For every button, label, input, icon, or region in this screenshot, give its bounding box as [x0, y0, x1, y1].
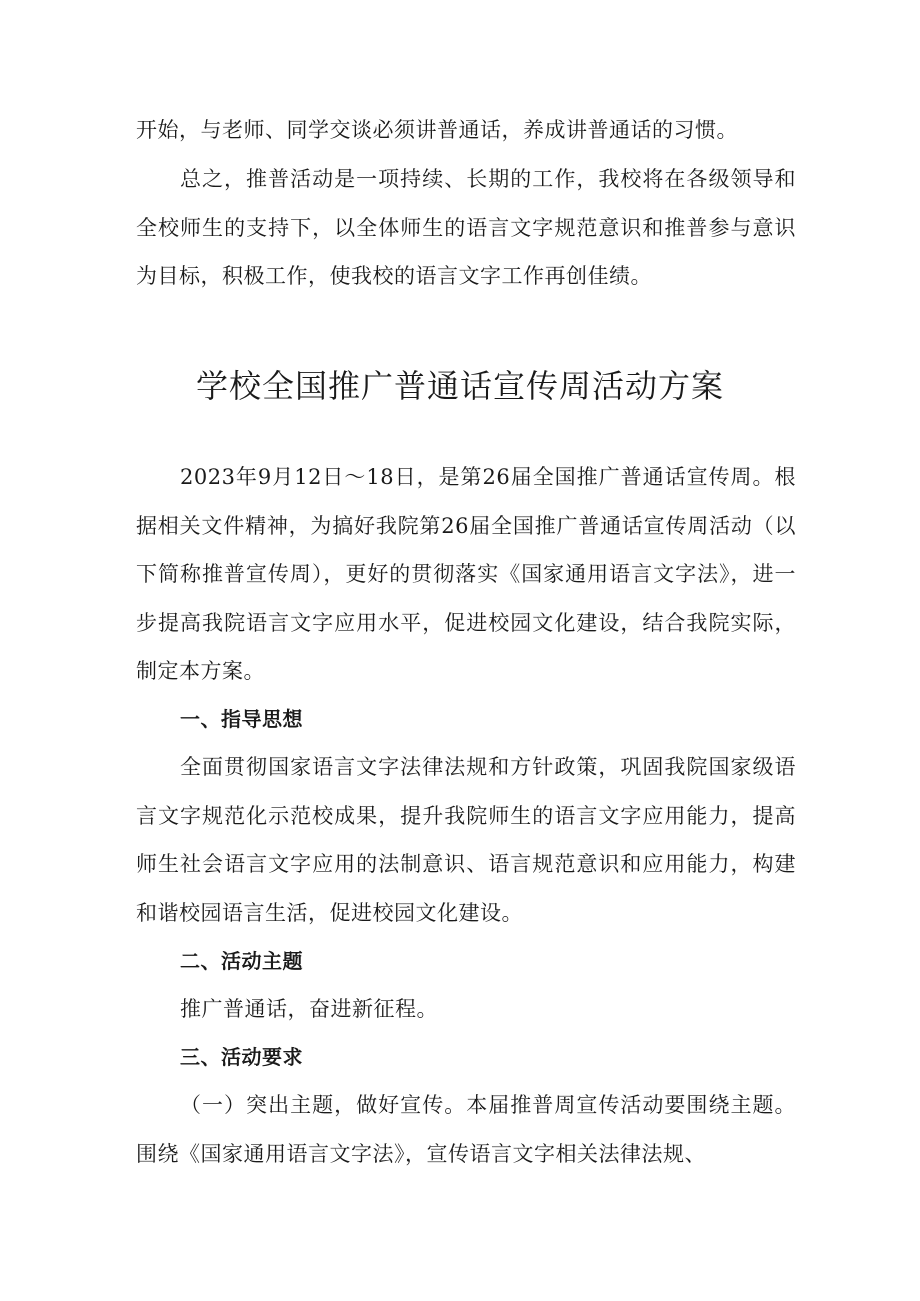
conclusion-paragraph: 总之，推普活动是一项持续、长期的工作，我校将在各级领导和全校师生的支持下，以全体师生的语言文字规范意识和推普参与意识为目标，积极工作，使我校的语言文字工作再创佳绩。	[136, 167, 796, 288]
intro-paragraph: 2023年9月12日～18日，是第26届全国推广普通话宣传周。根据相关文件精神，为搞好我院第26届全国推广普通话宣传周活动（以下简称推普宣传周），更好的贯彻落实《国家通用语言文字法》，进一步提高我院语言文字应用水平，促进校园文化建设，结合我院实际，制定本方案。	[136, 465, 796, 683]
section-body-activity-theme: 推广普通话，奋进新征程。	[180, 997, 438, 1021]
section-heading-activity-theme: 二、活动主题	[180, 949, 303, 973]
section-body-guiding-ideology: 全面贯彻国家语言文字法律法规和方针政策，巩固我院国家级语言文字规范化示范校成果，提升我院师生的语言文字应用能力，提高师生社会语言文字应用的法制意识、语言规范意识和应用能力，构建和谐校园语言生活，促进校园文化建设。	[136, 755, 796, 925]
section-body-activity-requirements: （一）突出主题，做好宣传。本届推普周宣传活动要围绕主题。围绕《国家通用语言文字法》，宣传语言文字相关法律法规、	[136, 1093, 796, 1166]
section-heading-guiding-ideology: 一、指导思想	[180, 707, 303, 731]
continued-paragraph: 开始，与老师、同学交谈必须讲普通话，养成讲普通话的习惯。	[136, 118, 738, 142]
section-heading-activity-requirements: 三、活动要求	[180, 1045, 303, 1069]
document-title: 学校全国推广普通话宣传周活动方案	[195, 367, 724, 405]
